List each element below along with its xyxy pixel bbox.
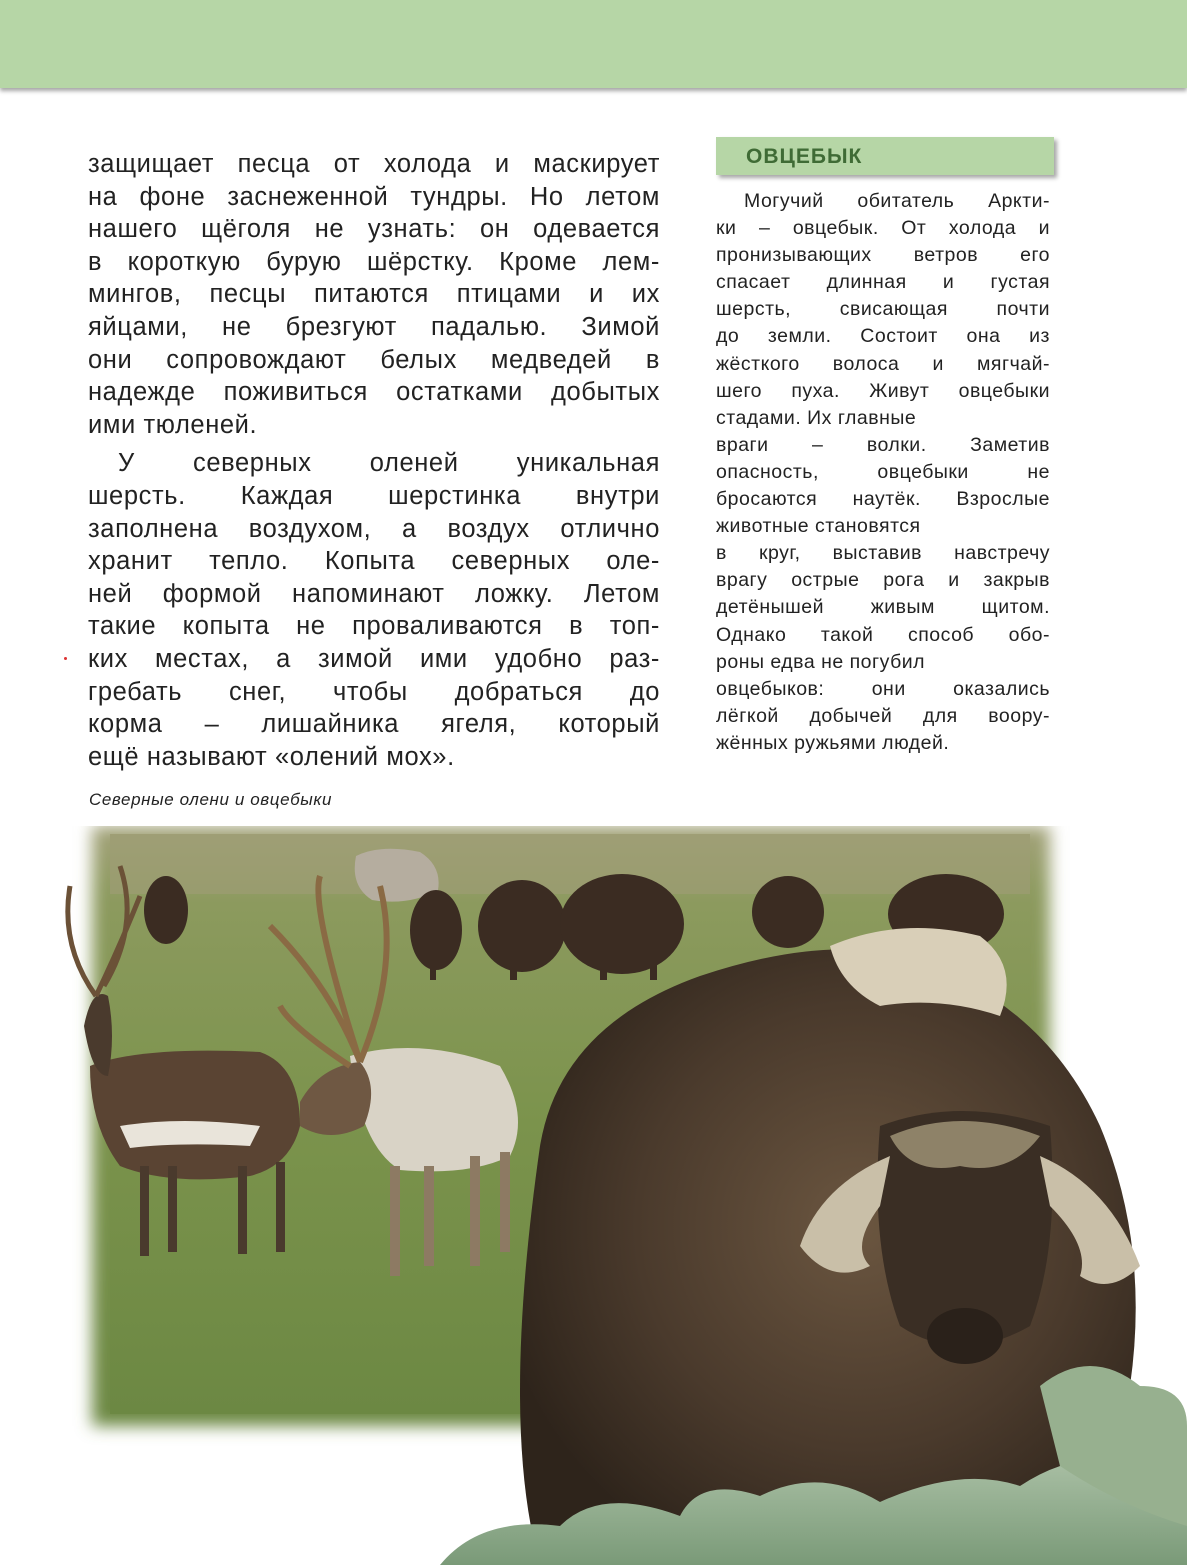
sidebar-line: стадами. Их главные	[716, 406, 917, 429]
sidebar-line: животные становятся	[716, 515, 921, 538]
main-text-line: ких местах, а зимой ими удобно раз-	[88, 644, 660, 673]
sidebar-line: ки – овцебык. От холода и	[716, 217, 1050, 240]
sidebar-line: Однако такой способ обо-	[716, 623, 1050, 646]
sidebar-line: жёсткого волоса и мягчай-	[716, 352, 1050, 375]
main-text-line: нашего щёголя не узнать: он одевается	[88, 215, 660, 244]
sidebar-line: опасность, овцебыки не	[716, 460, 1050, 483]
sidebar-line: до земли. Состоит она из	[716, 325, 1050, 348]
main-text	[88, 148, 660, 773]
sidebar-line: спасает длинная и густая	[716, 271, 1050, 294]
sidebar-line: овцебыков: они оказались	[716, 677, 1050, 700]
photo-caption: Северные олени и овцебыки	[89, 790, 333, 809]
sidebar-text	[716, 188, 1050, 757]
main-text-line: гребать снег, чтобы добраться до	[88, 677, 660, 706]
sidebar-line: жённых ружьями людей.	[716, 731, 950, 754]
sidebar-title: ОВЦЕБЫК	[746, 145, 863, 168]
main-text-line: на фоне заснеженной тундры. Но летом	[88, 182, 660, 211]
main-text-line: такие копыта не проваливаются в топ-	[88, 612, 660, 641]
sidebar-line: врагу острые рога и закрыв	[716, 569, 1050, 592]
sidebar-line: детёнышей живым щитом.	[716, 596, 1050, 619]
sidebar-line: роны едва не погубил	[716, 650, 926, 673]
main-text-line: шерсть. Каждая шерстинка внутри	[88, 481, 660, 510]
main-text-line: надежде поживиться остатками добытых	[88, 378, 660, 407]
main-text-line: защищает песца от холода и маскирует	[88, 150, 660, 178]
main-text-line: ими тюленей.	[88, 410, 258, 439]
sidebar-line: лёгкой добычей для воору-	[716, 704, 1050, 727]
sidebar-line: шего пуха. Живут овцебыки	[716, 379, 1050, 402]
sidebar-line: в круг, выставив навстречу	[716, 542, 1050, 565]
tundra-photo	[0, 826, 1187, 1565]
main-text-line: ней формой напоминают ложку. Летом	[88, 579, 660, 608]
sidebar-line: пронизывающих ветров его	[716, 244, 1050, 267]
main-text-line: ещё называют «олений мох».	[88, 742, 455, 771]
sidebar-line: Могучий обитатель Аркти-	[744, 190, 1050, 212]
sidebar-line: шерсть, свисающая почти	[716, 298, 1050, 321]
sidebar-header	[716, 137, 1054, 175]
main-text-line: они сопровождают белых медведей в	[88, 345, 660, 374]
red-dot-mark	[64, 657, 67, 660]
main-text-line: мингов, песцы питаются птицами и их	[88, 280, 660, 309]
main-text-line: в короткую бурую шёрстку. Кроме лем-	[88, 247, 660, 276]
main-text-line: яйцами, не брезгуют падалью. Зимой	[88, 312, 660, 341]
header-band	[0, 0, 1187, 88]
main-text-line: У северных оленей уникальная	[118, 449, 660, 478]
sidebar-line: бросаются наутёк. Взрослые	[716, 488, 1050, 511]
main-text-line: хранит тепло. Копыта северных оле-	[88, 547, 660, 576]
main-text-line: заполнена воздухом, а воздух отлично	[88, 514, 660, 543]
sidebar-line: враги – волки. Заметив	[716, 433, 1050, 456]
main-text-line: корма – лишайника ягеля, который	[88, 710, 660, 739]
